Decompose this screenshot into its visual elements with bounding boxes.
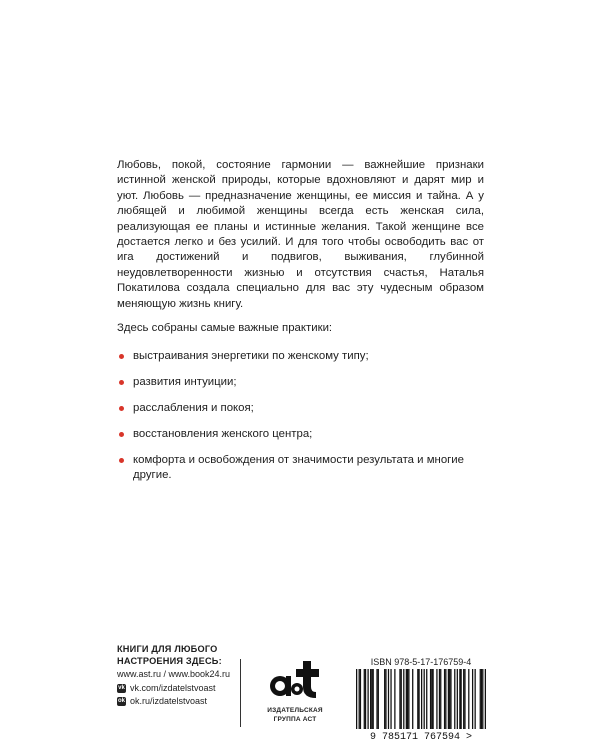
barcode-bar (394, 669, 395, 729)
barcode-bar (406, 669, 407, 729)
barcode-bar (482, 669, 483, 729)
list-item: восстановления женского центра; (117, 427, 497, 442)
footer-divider (240, 659, 241, 727)
barcode-bar (370, 669, 371, 729)
practices-intro: Здесь собраны самые важные практики: (117, 322, 333, 334)
vk-link[interactable] (117, 683, 247, 693)
barcode-bar (439, 669, 440, 729)
barcode-bar (359, 669, 360, 729)
footer-title-line1: КНИГИ ДЛЯ ЛЮБОГО (117, 644, 218, 654)
barcode-bar (360, 669, 361, 729)
ok-link-text[interactable]: ok.ru/izdatelstvoast (130, 696, 208, 706)
list-item: развития интуиции; (117, 375, 497, 390)
bullet-icon (119, 432, 124, 437)
list-item: расслабления и покоя; (117, 401, 497, 416)
barcode-bar (432, 669, 433, 729)
barcode-bar (426, 669, 427, 729)
isbn-barcode (352, 657, 490, 746)
bullet-icon (119, 354, 124, 359)
description-paragraph: Любовь, покой, состояние гармонии — важнейшие признаки истинной женской природы, которые вдохновляют и дарят мир и уют. Любовь — предназначение женщины, ее миссия и тайна. А у любящей и любимой женщины всегда есть женская сила, реализующая ее планы и истинные желания. Такой женщине все достается легко и без усилий. И для того чтобы освободить вас от ига достижений и подвигов, выживания, глубинной неудовлетворенности жизнью и отсутствия счастья, Наталья Покатилова создала специально для вас эту чудесным образом меняющую жизнь книгу. (117, 159, 484, 310)
barcode-bar (464, 669, 465, 729)
barcode-bar (399, 669, 400, 729)
barcode-bar (403, 669, 404, 729)
barcode-bar (448, 669, 449, 729)
list-item: комфорта и освобождения от значимости результата и многие другие. (117, 453, 497, 484)
barcode-bar (373, 669, 374, 729)
barcode-bar (472, 669, 473, 729)
barcode-bar (390, 669, 391, 729)
barcode-bar (475, 669, 476, 729)
ok-link[interactable] (117, 696, 247, 706)
barcode-bar (384, 669, 385, 729)
barcode-bar (356, 669, 357, 729)
barcode-bar (385, 669, 386, 729)
barcode-bar (485, 669, 486, 729)
barcode-bar (454, 669, 455, 729)
footer-title-line2: НАСТРОЕНИЯ ЗДЕСЬ: (117, 655, 222, 666)
barcode-bar (371, 669, 372, 729)
barcode-bar (407, 669, 408, 729)
barcode-bar (367, 669, 368, 729)
barcode-bar (424, 669, 425, 729)
barcode-bar (445, 669, 446, 729)
barcode-bar (412, 669, 413, 729)
barcode-bar (418, 669, 419, 729)
list-item: выстраивания энергетики по женскому типу; (117, 349, 497, 364)
barcode-bar (421, 669, 422, 729)
barcode-bar (436, 669, 437, 729)
bullet-icon (119, 458, 124, 463)
barcode-bar (450, 669, 451, 729)
barcode-bar (449, 669, 450, 729)
barcode-digits: 9 785171 767594 > (369, 732, 473, 741)
isbn-label: ISBN 978-5-17-176759-4 (370, 657, 472, 667)
barcode-bar (481, 669, 482, 729)
ast-logo-icon (263, 657, 327, 701)
barcode-bar (417, 669, 418, 729)
footer-links (117, 644, 247, 706)
barcode-bar (431, 669, 432, 729)
barcode-bar (376, 669, 377, 729)
logo-text: ACT (293, 699, 297, 701)
barcode-bar (388, 669, 389, 729)
barcode-bar (430, 669, 431, 729)
barcode-bar (440, 669, 441, 729)
vk-link-text[interactable]: vk.com/izdatelstvoast (130, 683, 216, 693)
barcode-bar (461, 669, 462, 729)
barcode-bar (480, 669, 481, 729)
barcode-bar (378, 669, 379, 729)
barcode-bar (444, 669, 445, 729)
barcode-bar (468, 669, 469, 729)
practices-list (117, 349, 497, 494)
publisher-logo (255, 657, 335, 724)
barcode-bar (459, 669, 460, 729)
website-links[interactable]: www.ast.ru / www.book24.ru (117, 669, 231, 679)
publisher-name-line2: ГРУППА АСТ (273, 716, 317, 723)
bullet-icon (119, 406, 124, 411)
barcode-icon (352, 669, 490, 741)
barcode-bar (364, 669, 365, 729)
bullet-icon (119, 380, 124, 385)
barcode-bar (365, 669, 366, 729)
barcode-bar (408, 669, 409, 729)
ok-icon: ok (117, 697, 125, 704)
publisher-name-line1: ИЗДАТЕЛЬСКАЯ (267, 707, 323, 714)
barcode-bar (463, 669, 464, 729)
barcode-bar (401, 669, 402, 729)
vk-icon: vk (118, 684, 125, 691)
barcode-bar (457, 669, 458, 729)
